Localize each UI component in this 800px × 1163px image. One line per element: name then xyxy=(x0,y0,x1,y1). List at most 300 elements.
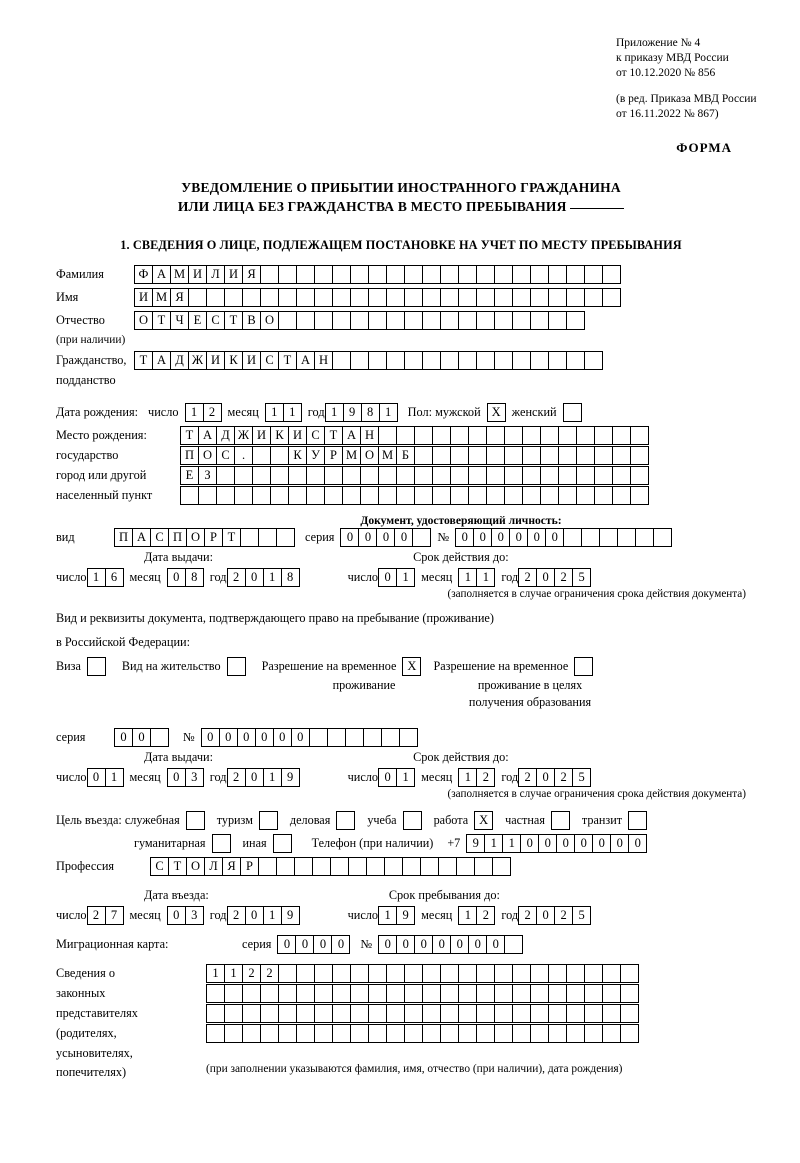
entry-year-boxes-cell-1[interactable]: 2 xyxy=(227,906,246,925)
patronymic-boxes-cell-24[interactable] xyxy=(548,311,567,330)
doc-issue-month-boxes-cell-1[interactable]: 0 xyxy=(167,568,186,587)
profession-boxes-cell-4[interactable]: Л xyxy=(204,857,223,876)
entry-month-boxes-cell-2[interactable]: 3 xyxy=(185,906,204,925)
doc-series-boxes-cell-1[interactable]: 0 xyxy=(340,528,359,547)
birth-state-boxes-cell-5[interactable]: И xyxy=(252,426,271,445)
profession-boxes-cell-18[interactable] xyxy=(456,857,475,876)
birth-city-row-3-cell-24[interactable] xyxy=(594,486,613,505)
legal-row-1-cell-6[interactable] xyxy=(296,964,315,983)
citizenship-boxes-cell-10[interactable]: А xyxy=(296,351,315,370)
birth-state-boxes-cell-25[interactable] xyxy=(612,426,631,445)
legal-row-4-cell-6[interactable] xyxy=(296,1024,315,1043)
legal-row-2-cell-16[interactable] xyxy=(476,984,495,1003)
doc-number-boxes-cell-5[interactable]: 0 xyxy=(527,528,546,547)
phone-boxes-cell-9[interactable]: 0 xyxy=(610,834,629,853)
purpose-business-checkbox[interactable] xyxy=(336,811,355,830)
doc-valid-year-boxes-cell-1[interactable]: 2 xyxy=(518,568,537,587)
surname-boxes-cell-23[interactable] xyxy=(530,265,549,284)
legal-row-3-cell-9[interactable] xyxy=(350,1004,369,1023)
birth-city-row-2-cell-19[interactable] xyxy=(504,466,523,485)
legal-row-4-cell-3[interactable] xyxy=(242,1024,261,1043)
birth-state-boxes[interactable] xyxy=(180,426,649,445)
legal-row-1-cell-8[interactable] xyxy=(332,964,351,983)
stay-issue-day-boxes-cell-2[interactable]: 1 xyxy=(105,768,124,787)
doc-number-boxes-cell-4[interactable]: 0 xyxy=(509,528,528,547)
legal-row-2-cell-12[interactable] xyxy=(404,984,423,1003)
doc-kind-boxes-cell-4[interactable]: П xyxy=(168,528,187,547)
legal-row-1-cell-5[interactable] xyxy=(278,964,297,983)
citizenship-boxes-cell-17[interactable] xyxy=(422,351,441,370)
birth-city-row-3-cell-3[interactable] xyxy=(216,486,235,505)
surname-boxes-cell-11[interactable] xyxy=(314,265,333,284)
birth-city-row-1-cell-16[interactable] xyxy=(450,446,469,465)
birth-state-boxes-cell-8[interactable]: С xyxy=(306,426,325,445)
surname-boxes-cell-8[interactable] xyxy=(260,265,279,284)
birth-city-row-1-cell-25[interactable] xyxy=(612,446,631,465)
legal-row-2-cell-4[interactable] xyxy=(260,984,279,1003)
birth-city-row-3-cell-5[interactable] xyxy=(252,486,271,505)
stay-number-boxes-cell-6[interactable]: 0 xyxy=(291,728,310,747)
card-number-boxes[interactable] xyxy=(378,935,523,954)
doc-kind-boxes-cell-10[interactable] xyxy=(276,528,295,547)
birth-city-row-1-cell-20[interactable] xyxy=(522,446,541,465)
doc-valid-month-boxes-cell-2[interactable]: 1 xyxy=(476,568,495,587)
legal-row-2-cell-22[interactable] xyxy=(584,984,603,1003)
card-series-boxes-cell-4[interactable]: 0 xyxy=(331,935,350,954)
doc-number-boxes-cell-11[interactable] xyxy=(635,528,654,547)
phone-boxes-cell-3[interactable]: 1 xyxy=(502,834,521,853)
birth-city-row-2-cell-1[interactable]: Е xyxy=(180,466,199,485)
stay-year-boxes-cell-3[interactable]: 2 xyxy=(554,906,573,925)
entry-year-boxes-cell-2[interactable]: 0 xyxy=(245,906,264,925)
phone-boxes-cell-8[interactable]: 0 xyxy=(592,834,611,853)
birth-city-row-1-cell-4[interactable]: . xyxy=(234,446,253,465)
birth-city-row-1-cell-9[interactable]: Р xyxy=(324,446,343,465)
birth-city-row-1-cell-11[interactable]: О xyxy=(360,446,379,465)
stay-issue-day-boxes[interactable] xyxy=(87,768,124,787)
doc-kind-boxes-cell-2[interactable]: А xyxy=(132,528,151,547)
citizenship-boxes-cell-25[interactable] xyxy=(566,351,585,370)
entry-year-boxes[interactable] xyxy=(227,906,300,925)
doc-kind-boxes-cell-7[interactable]: Т xyxy=(222,528,241,547)
birth-month-boxes-cell-1[interactable]: 1 xyxy=(265,403,284,422)
legal-row-4-cell-24[interactable] xyxy=(620,1024,639,1043)
birth-city-row-3-cell-22[interactable] xyxy=(558,486,577,505)
doc-series-boxes-cell-3[interactable]: 0 xyxy=(376,528,395,547)
doc-issue-year-boxes-cell-4[interactable]: 8 xyxy=(281,568,300,587)
birth-state-boxes-cell-7[interactable]: И xyxy=(288,426,307,445)
legal-row-1-cell-15[interactable] xyxy=(458,964,477,983)
name-boxes[interactable] xyxy=(134,288,621,307)
stay-valid-day-boxes-cell-1[interactable]: 0 xyxy=(378,768,397,787)
legal-row-1-cell-20[interactable] xyxy=(548,964,567,983)
stay-series-boxes-cell-1[interactable]: 0 xyxy=(114,728,133,747)
name-boxes-cell-13[interactable] xyxy=(350,288,369,307)
profession-boxes-cell-14[interactable] xyxy=(384,857,403,876)
purpose-transit-checkbox[interactable] xyxy=(628,811,647,830)
birth-city-row-2-cell-11[interactable] xyxy=(360,466,379,485)
legal-row-4-cell-2[interactable] xyxy=(224,1024,243,1043)
birth-state-boxes-cell-16[interactable] xyxy=(450,426,469,445)
name-boxes-cell-6[interactable] xyxy=(224,288,243,307)
stay-number-boxes-cell-10[interactable] xyxy=(363,728,382,747)
stay-issue-month-boxes[interactable] xyxy=(167,768,204,787)
legal-row-3-cell-23[interactable] xyxy=(602,1004,621,1023)
stay-year-boxes-cell-1[interactable]: 2 xyxy=(518,906,537,925)
stay-month-boxes-cell-1[interactable]: 1 xyxy=(458,906,477,925)
name-boxes-cell-23[interactable] xyxy=(530,288,549,307)
birth-state-boxes-cell-6[interactable]: К xyxy=(270,426,289,445)
stay-valid-year-boxes-cell-3[interactable]: 2 xyxy=(554,768,573,787)
entry-day-boxes-cell-1[interactable]: 2 xyxy=(87,906,106,925)
citizenship-boxes-cell-12[interactable] xyxy=(332,351,351,370)
profession-boxes-cell-3[interactable]: О xyxy=(186,857,205,876)
birth-city-row-3-cell-8[interactable] xyxy=(306,486,325,505)
stay-valid-year-boxes-cell-4[interactable]: 5 xyxy=(572,768,591,787)
legal-row-3-cell-10[interactable] xyxy=(368,1004,387,1023)
legal-row-2-cell-1[interactable] xyxy=(206,984,225,1003)
birth-city-row-1-cell-17[interactable] xyxy=(468,446,487,465)
name-boxes-cell-25[interactable] xyxy=(566,288,585,307)
stay-issue-year-boxes-cell-4[interactable]: 9 xyxy=(281,768,300,787)
legal-row-1-cell-12[interactable] xyxy=(404,964,423,983)
legal-row-1-cell-19[interactable] xyxy=(530,964,549,983)
birth-city-row-1-cell-18[interactable] xyxy=(486,446,505,465)
stay-valid-month-boxes-cell-1[interactable]: 1 xyxy=(458,768,477,787)
doc-valid-day-boxes-cell-2[interactable]: 1 xyxy=(396,568,415,587)
birth-city-row-1-cell-6[interactable] xyxy=(270,446,289,465)
birth-city-row-1[interactable] xyxy=(180,446,649,465)
legal-row-2-cell-19[interactable] xyxy=(530,984,549,1003)
profession-boxes-cell-19[interactable] xyxy=(474,857,493,876)
citizenship-boxes-cell-22[interactable] xyxy=(512,351,531,370)
doc-series-boxes[interactable] xyxy=(340,528,431,547)
citizenship-boxes-cell-6[interactable]: К xyxy=(224,351,243,370)
stay-number-boxes-cell-12[interactable] xyxy=(399,728,418,747)
citizenship-boxes-cell-23[interactable] xyxy=(530,351,549,370)
surname-boxes-cell-17[interactable] xyxy=(422,265,441,284)
doc-number-boxes-cell-6[interactable]: 0 xyxy=(545,528,564,547)
profession-boxes-cell-15[interactable] xyxy=(402,857,421,876)
doc-series-boxes-cell-4[interactable]: 0 xyxy=(394,528,413,547)
legal-row-4-cell-12[interactable] xyxy=(404,1024,423,1043)
purpose-other-checkbox[interactable] xyxy=(273,834,292,853)
stay-valid-month-boxes[interactable] xyxy=(458,768,495,787)
legal-row-2-cell-18[interactable] xyxy=(512,984,531,1003)
birth-state-boxes-cell-17[interactable] xyxy=(468,426,487,445)
birth-city-row-2-cell-24[interactable] xyxy=(594,466,613,485)
name-boxes-cell-17[interactable] xyxy=(422,288,441,307)
surname-boxes-cell-9[interactable] xyxy=(278,265,297,284)
stay-day-boxes[interactable] xyxy=(378,906,415,925)
phone-boxes-cell-6[interactable]: 0 xyxy=(556,834,575,853)
legal-row-1-cell-13[interactable] xyxy=(422,964,441,983)
birth-city-row-1-cell-14[interactable] xyxy=(414,446,433,465)
patronymic-boxes-cell-1[interactable]: О xyxy=(134,311,153,330)
purpose-tourism-checkbox[interactable] xyxy=(259,811,278,830)
card-number-boxes-cell-3[interactable]: 0 xyxy=(414,935,433,954)
birth-city-row-3-cell-9[interactable] xyxy=(324,486,343,505)
birth-city-row-3-cell-11[interactable] xyxy=(360,486,379,505)
surname-boxes-cell-19[interactable] xyxy=(458,265,477,284)
legal-row-2-cell-7[interactable] xyxy=(314,984,333,1003)
legal-row-3-cell-15[interactable] xyxy=(458,1004,477,1023)
doc-kind-boxes-cell-1[interactable]: П xyxy=(114,528,133,547)
legal-row-3-cell-20[interactable] xyxy=(548,1004,567,1023)
doc-number-boxes-cell-2[interactable]: 0 xyxy=(473,528,492,547)
profession-boxes-cell-5[interactable]: Я xyxy=(222,857,241,876)
birth-state-boxes-cell-14[interactable] xyxy=(414,426,433,445)
doc-issue-day-boxes-cell-2[interactable]: 6 xyxy=(105,568,124,587)
legal-row-4-cell-17[interactable] xyxy=(494,1024,513,1043)
profession-boxes-cell-6[interactable]: Р xyxy=(240,857,259,876)
citizenship-boxes-cell-15[interactable] xyxy=(386,351,405,370)
birth-state-boxes-cell-20[interactable] xyxy=(522,426,541,445)
profession-boxes-cell-20[interactable] xyxy=(492,857,511,876)
patronymic-boxes-cell-18[interactable] xyxy=(440,311,459,330)
doc-issue-day-boxes[interactable] xyxy=(87,568,124,587)
patronymic-boxes-cell-15[interactable] xyxy=(386,311,405,330)
birth-city-row-2-cell-21[interactable] xyxy=(540,466,559,485)
birth-city-row-3-cell-17[interactable] xyxy=(468,486,487,505)
legal-row-1-cell-11[interactable] xyxy=(386,964,405,983)
legal-row-3-cell-19[interactable] xyxy=(530,1004,549,1023)
birth-year-boxes[interactable] xyxy=(325,403,398,422)
birth-state-boxes-cell-4[interactable]: Ж xyxy=(234,426,253,445)
birth-state-boxes-cell-23[interactable] xyxy=(576,426,595,445)
legal-row-2-cell-17[interactable] xyxy=(494,984,513,1003)
citizenship-boxes-cell-26[interactable] xyxy=(584,351,603,370)
citizenship-boxes-cell-13[interactable] xyxy=(350,351,369,370)
birth-city-row-2[interactable] xyxy=(180,466,649,485)
name-boxes-cell-8[interactable] xyxy=(260,288,279,307)
legal-row-4-cell-13[interactable] xyxy=(422,1024,441,1043)
legal-row-1-cell-3[interactable]: 2 xyxy=(242,964,261,983)
citizenship-boxes-cell-18[interactable] xyxy=(440,351,459,370)
birth-city-row-1-cell-19[interactable] xyxy=(504,446,523,465)
phone-boxes-cell-4[interactable]: 0 xyxy=(520,834,539,853)
birth-city-row-1-cell-12[interactable]: М xyxy=(378,446,397,465)
legal-row-2-cell-15[interactable] xyxy=(458,984,477,1003)
doc-series-boxes-cell-5[interactable] xyxy=(412,528,431,547)
name-boxes-cell-14[interactable] xyxy=(368,288,387,307)
surname-boxes-cell-3[interactable]: М xyxy=(170,265,189,284)
birth-city-row-1-cell-23[interactable] xyxy=(576,446,595,465)
patronymic-boxes-cell-19[interactable] xyxy=(458,311,477,330)
birth-city-row-2-cell-23[interactable] xyxy=(576,466,595,485)
surname-boxes-cell-20[interactable] xyxy=(476,265,495,284)
phone-boxes-cell-5[interactable]: 0 xyxy=(538,834,557,853)
name-boxes-cell-9[interactable] xyxy=(278,288,297,307)
legal-row-3-cell-1[interactable] xyxy=(206,1004,225,1023)
birth-city-row-1-cell-2[interactable]: О xyxy=(198,446,217,465)
card-series-boxes-cell-1[interactable]: 0 xyxy=(277,935,296,954)
patronymic-boxes-cell-13[interactable] xyxy=(350,311,369,330)
birth-city-row-1-cell-1[interactable]: П xyxy=(180,446,199,465)
birth-city-row-1-cell-15[interactable] xyxy=(432,446,451,465)
legal-row-3-cell-12[interactable] xyxy=(404,1004,423,1023)
birth-city-row-2-cell-5[interactable] xyxy=(252,466,271,485)
birth-state-boxes-cell-21[interactable] xyxy=(540,426,559,445)
entry-year-boxes-cell-4[interactable]: 9 xyxy=(281,906,300,925)
doc-valid-month-boxes[interactable] xyxy=(458,568,495,587)
stay-issue-year-boxes-cell-2[interactable]: 0 xyxy=(245,768,264,787)
surname-boxes-cell-10[interactable] xyxy=(296,265,315,284)
birth-state-boxes-cell-1[interactable]: Т xyxy=(180,426,199,445)
birth-city-row-3-cell-16[interactable] xyxy=(450,486,469,505)
birth-day-boxes[interactable] xyxy=(185,403,222,422)
sex-male-box[interactable] xyxy=(487,403,506,422)
entry-day-boxes-cell-2[interactable]: 7 xyxy=(105,906,124,925)
legal-row-3-cell-16[interactable] xyxy=(476,1004,495,1023)
patronymic-boxes-cell-9[interactable] xyxy=(278,311,297,330)
surname-boxes-cell-16[interactable] xyxy=(404,265,423,284)
stay-number-boxes-cell-7[interactable] xyxy=(309,728,328,747)
patronymic-boxes-cell-5[interactable]: С xyxy=(206,311,225,330)
patronymic-boxes-cell-2[interactable]: Т xyxy=(152,311,171,330)
birth-city-row-3-cell-6[interactable] xyxy=(270,486,289,505)
birth-city-row-3-cell-10[interactable] xyxy=(342,486,361,505)
surname-boxes-cell-21[interactable] xyxy=(494,265,513,284)
legal-row-4-cell-18[interactable] xyxy=(512,1024,531,1043)
patronymic-boxes-cell-23[interactable] xyxy=(530,311,549,330)
profession-boxes-cell-1[interactable]: С xyxy=(150,857,169,876)
profession-boxes-cell-16[interactable] xyxy=(420,857,439,876)
legal-row-3-cell-11[interactable] xyxy=(386,1004,405,1023)
legal-row-3-cell-13[interactable] xyxy=(422,1004,441,1023)
surname-boxes-cell-6[interactable]: И xyxy=(224,265,243,284)
surname-boxes-cell-4[interactable]: И xyxy=(188,265,207,284)
card-number-boxes-cell-2[interactable]: 0 xyxy=(396,935,415,954)
birth-city-row-3-cell-12[interactable] xyxy=(378,486,397,505)
legal-row-1-cell-14[interactable] xyxy=(440,964,459,983)
birth-city-row-3-cell-13[interactable] xyxy=(396,486,415,505)
birth-year-boxes-cell-4[interactable]: 1 xyxy=(379,403,398,422)
name-boxes-cell-3[interactable]: Я xyxy=(170,288,189,307)
patronymic-boxes-cell-20[interactable] xyxy=(476,311,495,330)
legal-row-2-cell-20[interactable] xyxy=(548,984,567,1003)
doc-series-boxes-cell-2[interactable]: 0 xyxy=(358,528,377,547)
stay-day-boxes-cell-1[interactable]: 1 xyxy=(378,906,397,925)
legal-row-2[interactable] xyxy=(206,984,639,1003)
legal-row-4-cell-7[interactable] xyxy=(314,1024,333,1043)
birth-city-row-3-cell-15[interactable] xyxy=(432,486,451,505)
birth-city-row-2-cell-15[interactable] xyxy=(432,466,451,485)
stay-issue-month-boxes-cell-1[interactable]: 0 xyxy=(167,768,186,787)
legal-row-1-cell-18[interactable] xyxy=(512,964,531,983)
stay-number-boxes-cell-3[interactable]: 0 xyxy=(237,728,256,747)
profession-boxes-cell-11[interactable] xyxy=(330,857,349,876)
doc-kind-boxes-cell-9[interactable] xyxy=(258,528,277,547)
stay-issue-day-boxes-cell-1[interactable]: 0 xyxy=(87,768,106,787)
birth-state-boxes-cell-9[interactable]: Т xyxy=(324,426,343,445)
legal-row-3-cell-18[interactable] xyxy=(512,1004,531,1023)
surname-boxes-cell-14[interactable] xyxy=(368,265,387,284)
patronymic-boxes-cell-3[interactable]: Ч xyxy=(170,311,189,330)
profession-boxes-cell-10[interactable] xyxy=(312,857,331,876)
birth-city-row-2-cell-25[interactable] xyxy=(612,466,631,485)
patronymic-boxes-cell-4[interactable]: Е xyxy=(188,311,207,330)
birth-city-row-3-cell-4[interactable] xyxy=(234,486,253,505)
doc-number-boxes-cell-8[interactable] xyxy=(581,528,600,547)
card-number-boxes-cell-1[interactable]: 0 xyxy=(378,935,397,954)
stay-number-boxes-cell-4[interactable]: 0 xyxy=(255,728,274,747)
phone-boxes-cell-2[interactable]: 1 xyxy=(484,834,503,853)
doc-valid-year-boxes-cell-2[interactable]: 0 xyxy=(536,568,555,587)
doc-valid-day-boxes[interactable] xyxy=(378,568,415,587)
doc-valid-year-boxes-cell-4[interactable]: 5 xyxy=(572,568,591,587)
name-boxes-cell-10[interactable] xyxy=(296,288,315,307)
birth-state-boxes-cell-22[interactable] xyxy=(558,426,577,445)
name-boxes-cell-5[interactable] xyxy=(206,288,225,307)
birth-city-row-1-cell-3[interactable]: С xyxy=(216,446,235,465)
name-boxes-cell-7[interactable] xyxy=(242,288,261,307)
legal-row-1-cell-23[interactable] xyxy=(602,964,621,983)
birth-city-row-2-cell-9[interactable] xyxy=(324,466,343,485)
doc-valid-month-boxes-cell-1[interactable]: 1 xyxy=(458,568,477,587)
legal-row-2-cell-3[interactable] xyxy=(242,984,261,1003)
patronymic-boxes-cell-25[interactable] xyxy=(566,311,585,330)
doc-valid-year-boxes[interactable] xyxy=(518,568,591,587)
citizenship-boxes-cell-7[interactable]: И xyxy=(242,351,261,370)
purpose-service-checkbox[interactable] xyxy=(186,811,205,830)
birth-year-boxes-cell-3[interactable]: 8 xyxy=(361,403,380,422)
entry-day-boxes[interactable] xyxy=(87,906,124,925)
birth-city-row-1-cell-24[interactable] xyxy=(594,446,613,465)
patronymic-boxes-cell-10[interactable] xyxy=(296,311,315,330)
profession-boxes-cell-12[interactable] xyxy=(348,857,367,876)
legal-row-1-cell-1[interactable]: 1 xyxy=(206,964,225,983)
birth-city-row-3-cell-21[interactable] xyxy=(540,486,559,505)
surname-boxes-cell-13[interactable] xyxy=(350,265,369,284)
citizenship-boxes-cell-4[interactable]: Ж xyxy=(188,351,207,370)
birth-city-row-2-cell-22[interactable] xyxy=(558,466,577,485)
sex-female-box[interactable] xyxy=(563,403,582,422)
birth-city-row-2-cell-6[interactable] xyxy=(270,466,289,485)
name-boxes-cell-16[interactable] xyxy=(404,288,423,307)
legal-row-3[interactable] xyxy=(206,1004,639,1023)
birth-city-row-2-cell-16[interactable] xyxy=(450,466,469,485)
doc-kind-boxes-cell-5[interactable]: О xyxy=(186,528,205,547)
legal-row-2-cell-13[interactable] xyxy=(422,984,441,1003)
patronymic-boxes-cell-11[interactable] xyxy=(314,311,333,330)
doc-number-boxes-cell-1[interactable]: 0 xyxy=(455,528,474,547)
birth-city-row-2-cell-8[interactable] xyxy=(306,466,325,485)
stay-number-boxes-cell-9[interactable] xyxy=(345,728,364,747)
name-boxes-cell-2[interactable]: М xyxy=(152,288,171,307)
purpose-private-checkbox[interactable] xyxy=(551,811,570,830)
stay-number-boxes-cell-8[interactable] xyxy=(327,728,346,747)
birth-day-boxes-cell-2[interactable]: 2 xyxy=(203,403,222,422)
patronymic-boxes-cell-17[interactable] xyxy=(422,311,441,330)
legal-row-2-cell-2[interactable] xyxy=(224,984,243,1003)
legal-row-3-cell-3[interactable] xyxy=(242,1004,261,1023)
doc-number-boxes-cell-12[interactable] xyxy=(653,528,672,547)
stay-number-boxes-cell-2[interactable]: 0 xyxy=(219,728,238,747)
citizenship-boxes-cell-11[interactable]: Н xyxy=(314,351,333,370)
patronymic-boxes-cell-7[interactable]: В xyxy=(242,311,261,330)
birth-city-row-3-cell-18[interactable] xyxy=(486,486,505,505)
profession-boxes-cell-9[interactable] xyxy=(294,857,313,876)
birth-city-row-3-cell-2[interactable] xyxy=(198,486,217,505)
citizenship-boxes-cell-16[interactable] xyxy=(404,351,423,370)
profession-boxes[interactable] xyxy=(150,857,511,876)
legal-row-4-cell-15[interactable] xyxy=(458,1024,477,1043)
birth-state-boxes-cell-11[interactable]: Н xyxy=(360,426,379,445)
legal-row-3-cell-24[interactable] xyxy=(620,1004,639,1023)
stay-valid-year-boxes[interactable] xyxy=(518,768,591,787)
birth-city-row-2-cell-3[interactable] xyxy=(216,466,235,485)
